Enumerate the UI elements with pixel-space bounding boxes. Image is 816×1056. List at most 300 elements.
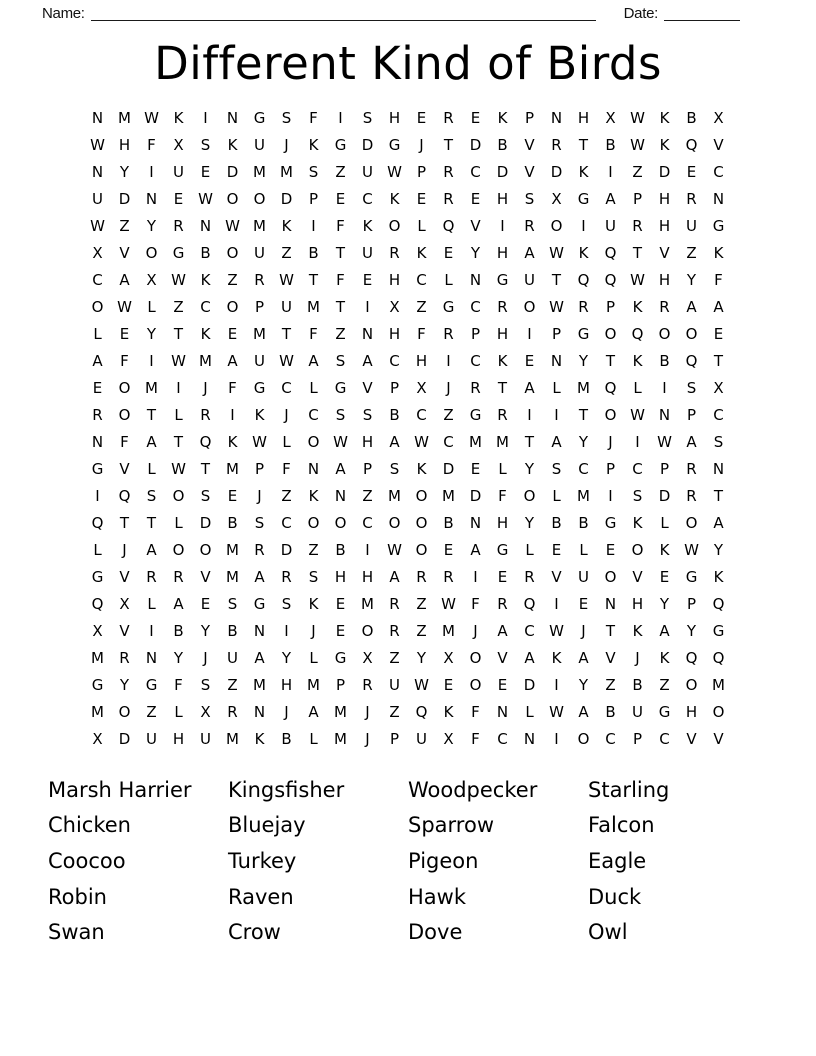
grid-cell: O — [334, 513, 347, 532]
grid-cell: N — [550, 351, 563, 370]
grid-cell: J — [581, 621, 586, 640]
grid-cell: Q — [415, 702, 428, 721]
grid-cell: B — [227, 621, 238, 640]
grid-cell: E — [362, 270, 373, 289]
grid-cell: P — [335, 675, 346, 694]
grid-cell: J — [284, 405, 289, 424]
grid-cell: E — [335, 594, 346, 613]
grid-cell: N — [91, 162, 104, 181]
grid-cell: A — [308, 702, 319, 721]
grid-cell: K — [227, 135, 238, 154]
grid-cell: E — [443, 540, 454, 559]
grid-cell: W — [171, 351, 186, 370]
word-list-item: Starling — [588, 777, 670, 802]
grid-cell: O — [91, 297, 104, 316]
grid-cell: S — [362, 108, 373, 127]
grid-cell: I — [446, 351, 451, 370]
grid-cell: C — [578, 459, 589, 478]
grid-cell: M — [91, 702, 104, 721]
worksheet-header — [0, 0, 816, 22]
word-list-item: Swan — [48, 920, 105, 945]
grid-cell: L — [525, 540, 534, 559]
word-list-item: Marsh Harrier — [48, 777, 192, 802]
grid-cell: U — [254, 243, 265, 262]
grid-cell: I — [95, 486, 100, 505]
grid-cell: S — [254, 513, 265, 532]
grid-cell: J — [203, 648, 208, 667]
grid-cell: N — [658, 405, 671, 424]
grid-cell: A — [389, 567, 400, 586]
grid-cell: U — [416, 729, 427, 748]
grid-cell: Y — [686, 621, 697, 640]
grid-cell: U — [524, 270, 535, 289]
grid-cell: K — [200, 270, 211, 289]
grid-cell: D — [523, 675, 536, 694]
grid-cell: O — [172, 540, 185, 559]
grid-cell: A — [524, 648, 535, 667]
grid-cell: H — [361, 567, 374, 586]
grid-cell: T — [605, 621, 616, 640]
grid-cell: K — [443, 702, 454, 721]
grid-cell: L — [174, 702, 183, 721]
grid-cell: K — [713, 243, 724, 262]
grid-cell: L — [93, 324, 102, 343]
word-list-item: Bluejay — [228, 813, 306, 838]
grid-cell: U — [578, 567, 589, 586]
grid-cell: F — [309, 324, 318, 343]
grid-cell: O — [145, 243, 158, 262]
grid-cell: F — [120, 432, 129, 451]
grid-cell: R — [632, 216, 643, 235]
grid-cell: G — [577, 189, 590, 208]
grid-cell: Z — [416, 621, 427, 640]
grid-cell: M — [577, 486, 590, 505]
grid-cell: Q — [685, 135, 698, 154]
grid-cell: O — [388, 513, 401, 532]
grid-cell: P — [551, 324, 562, 343]
grid-cell: R — [173, 216, 184, 235]
grid-cell: O — [388, 216, 401, 235]
grid-cell: Z — [686, 243, 697, 262]
grid-cell: A — [524, 243, 535, 262]
grid-cell: R — [389, 594, 400, 613]
grid-cell: D — [469, 486, 482, 505]
grid-cell: C — [200, 297, 211, 316]
grid-cell: D — [226, 162, 239, 181]
grid-cell: Y — [686, 270, 697, 289]
grid-cell: G — [712, 621, 725, 640]
grid-cell: O — [307, 513, 320, 532]
grid-cell: N — [91, 108, 104, 127]
grid-cell: S — [200, 135, 211, 154]
grid-cell: Q — [577, 270, 590, 289]
grid-cell: S — [524, 189, 535, 208]
word-list-item: Raven — [228, 884, 294, 909]
grid-cell: T — [119, 513, 130, 532]
date-blank-line[interactable] — [664, 6, 740, 21]
grid-cell: W — [387, 540, 402, 559]
grid-cell: A — [470, 540, 481, 559]
grid-cell: O — [469, 675, 482, 694]
grid-cell: G — [388, 135, 401, 154]
grid-cell: C — [389, 351, 400, 370]
grid-cell: Z — [443, 405, 454, 424]
grid-cell: T — [173, 324, 184, 343]
grid-cell: T — [146, 405, 157, 424]
grid-cell: X — [146, 270, 157, 289]
grid-cell: K — [497, 108, 508, 127]
grid-cell: H — [415, 351, 428, 370]
grid-cell: F — [336, 270, 345, 289]
grid-cell: D — [658, 162, 671, 181]
grid-cell: H — [388, 108, 401, 127]
grid-cell: X — [443, 648, 454, 667]
grid-cell: N — [91, 432, 104, 451]
grid-cell: T — [200, 459, 211, 478]
grid-cell: A — [308, 351, 319, 370]
grid-cell: I — [149, 351, 154, 370]
grid-cell: H — [334, 567, 347, 586]
grid-cell: M — [226, 459, 239, 478]
grid-cell: H — [685, 702, 698, 721]
grid-cell: K — [632, 297, 643, 316]
grid-cell: W — [630, 270, 645, 289]
grid-cell: J — [365, 729, 370, 748]
grid-cell: E — [443, 675, 454, 694]
word-list-item: Crow — [228, 920, 281, 945]
grid-cell: K — [281, 216, 292, 235]
grid-cell: P — [308, 189, 319, 208]
grid-cell: B — [335, 540, 346, 559]
grid-cell: O — [118, 702, 131, 721]
grid-cell: L — [174, 405, 183, 424]
grid-cell: J — [122, 540, 127, 559]
grid-cell: R — [416, 567, 427, 586]
grid-cell: C — [470, 297, 481, 316]
grid-cell: O — [199, 540, 212, 559]
grid-cell: A — [92, 351, 103, 370]
grid-cell: S — [146, 486, 157, 505]
grid-cell: S — [200, 675, 211, 694]
grid-cell: L — [309, 648, 318, 667]
grid-cell: U — [362, 243, 373, 262]
grid-cell: O — [415, 540, 428, 559]
grid-cell: Q — [523, 594, 536, 613]
grid-cell: P — [605, 459, 616, 478]
grid-cell: W — [252, 432, 267, 451]
grid-cell: W — [441, 594, 456, 613]
grid-cell: O — [604, 405, 617, 424]
grid-cell: P — [389, 378, 400, 397]
grid-cell: O — [550, 216, 563, 235]
grid-cell: L — [552, 486, 561, 505]
grid-cell: Y — [524, 459, 535, 478]
grid-cell: A — [686, 432, 697, 451]
grid-cell: I — [608, 162, 613, 181]
grid-cell: M — [145, 378, 158, 397]
name-blank-line[interactable] — [91, 6, 596, 21]
grid-cell: U — [254, 135, 265, 154]
grid-cell: U — [281, 297, 292, 316]
grid-cell: A — [686, 297, 697, 316]
grid-cell: N — [145, 648, 158, 667]
grid-cell: S — [389, 459, 400, 478]
grid-cell: S — [281, 108, 292, 127]
grid-cell: G — [442, 297, 455, 316]
grid-cell: W — [333, 432, 348, 451]
grid-cell: G — [685, 567, 698, 586]
grid-cell: H — [172, 729, 185, 748]
grid-cell: X — [173, 135, 184, 154]
grid-cell: O — [604, 324, 617, 343]
grid-cell: U — [92, 189, 103, 208]
grid-cell: U — [173, 162, 184, 181]
grid-cell: O — [469, 648, 482, 667]
grid-cell: Y — [578, 351, 589, 370]
grid-cell: O — [604, 567, 617, 586]
grid-cell: R — [551, 135, 562, 154]
grid-cell: H — [658, 189, 671, 208]
grid-cell: T — [146, 513, 157, 532]
grid-cell: F — [714, 270, 723, 289]
grid-cell: V — [551, 567, 562, 586]
grid-cell: E — [200, 594, 211, 613]
grid-cell: O — [118, 405, 131, 424]
grid-cell: E — [92, 378, 103, 397]
grid-cell: A — [713, 297, 724, 316]
grid-cell: R — [119, 648, 130, 667]
grid-cell: T — [713, 351, 724, 370]
grid-cell: G — [334, 135, 347, 154]
grid-cell: R — [686, 459, 697, 478]
grid-cell: C — [92, 270, 103, 289]
grid-cell: E — [659, 567, 670, 586]
grid-cell: R — [524, 567, 535, 586]
grid-cell: M — [253, 162, 266, 181]
grid-cell: W — [90, 216, 105, 235]
grid-cell: E — [578, 594, 589, 613]
grid-cell: K — [362, 216, 373, 235]
grid-cell: G — [91, 675, 104, 694]
grid-cell: O — [658, 324, 671, 343]
grid-cell: G — [253, 378, 266, 397]
grid-cell: K — [389, 189, 400, 208]
grid-cell: W — [117, 297, 132, 316]
grid-cell: N — [712, 189, 725, 208]
word-list-item: Turkey — [228, 848, 297, 873]
grid-cell: H — [496, 189, 509, 208]
grid-cell: M — [388, 486, 401, 505]
grid-cell: B — [308, 243, 319, 262]
grid-cell: P — [686, 594, 697, 613]
grid-cell: U — [389, 675, 400, 694]
grid-cell: E — [470, 108, 481, 127]
grid-cell: F — [309, 108, 318, 127]
grid-cell: Y — [578, 432, 589, 451]
grid-cell: T — [578, 405, 589, 424]
grid-cell: M — [496, 432, 509, 451]
grid-cell: Y — [281, 648, 292, 667]
grid-cell: O — [118, 378, 131, 397]
word-list-item: Dove — [408, 920, 463, 945]
grid-cell: P — [362, 459, 373, 478]
grid-cell: T — [443, 135, 454, 154]
grid-cell: L — [147, 297, 156, 316]
grid-cell: I — [554, 729, 559, 748]
grid-cell: F — [471, 702, 480, 721]
grid-cell: G — [91, 567, 104, 586]
grid-cell: Z — [632, 162, 643, 181]
grid-cell: R — [443, 567, 454, 586]
grid-cell: S — [551, 459, 562, 478]
grid-cell: P — [254, 459, 265, 478]
grid-cell: K — [632, 621, 643, 640]
grid-cell: O — [226, 189, 239, 208]
grid-cell: N — [145, 189, 158, 208]
grid-cell: R — [92, 405, 103, 424]
grid-cell: O — [685, 675, 698, 694]
grid-cell: H — [658, 216, 671, 235]
grid-cell: Y — [659, 594, 670, 613]
grid-cell: Z — [281, 486, 292, 505]
grid-cell: Q — [118, 486, 131, 505]
grid-cell: Q — [685, 351, 698, 370]
grid-cell: O — [415, 486, 428, 505]
grid-cell: V — [713, 135, 724, 154]
grid-cell: M — [334, 702, 347, 721]
grid-cell: T — [524, 432, 535, 451]
grid-cell: M — [199, 351, 212, 370]
grid-cell: U — [632, 702, 643, 721]
grid-cell: Y — [146, 324, 157, 343]
word-list-item: Hawk — [408, 884, 466, 909]
grid-cell: S — [632, 486, 643, 505]
grid-cell: V — [119, 243, 130, 262]
grid-cell: F — [498, 486, 507, 505]
grid-cell: T — [497, 378, 508, 397]
grid-cell: X — [119, 594, 130, 613]
grid-cell: R — [389, 621, 400, 640]
grid-cell: G — [172, 243, 185, 262]
grid-cell: A — [119, 270, 130, 289]
grid-cell: X — [92, 243, 103, 262]
grid-cell: E — [416, 108, 427, 127]
grid-cell: P — [605, 297, 616, 316]
grid-cell: Y — [146, 216, 157, 235]
grid-cell: R — [389, 243, 400, 262]
grid-cell: R — [497, 297, 508, 316]
grid-cell: B — [659, 351, 670, 370]
grid-cell: Y — [200, 621, 211, 640]
grid-cell: D — [442, 459, 455, 478]
grid-cell: L — [633, 378, 642, 397]
grid-cell: P — [524, 108, 535, 127]
grid-cell: D — [550, 162, 563, 181]
grid-cell: K — [578, 243, 589, 262]
grid-cell: L — [417, 216, 426, 235]
grid-cell: C — [524, 621, 535, 640]
grid-cell: M — [712, 675, 725, 694]
grid-cell: K — [551, 648, 562, 667]
grid-cell: L — [525, 702, 534, 721]
grid-cell: D — [118, 189, 131, 208]
grid-cell: N — [496, 702, 509, 721]
grid-cell: Y — [173, 648, 184, 667]
grid-cell: I — [284, 621, 289, 640]
grid-cell: W — [684, 540, 699, 559]
grid-cell: D — [361, 135, 374, 154]
grid-cell: J — [257, 486, 262, 505]
grid-cell: F — [336, 216, 345, 235]
grid-cell: V — [119, 621, 130, 640]
grid-cell: O — [577, 729, 590, 748]
grid-cell: O — [226, 243, 239, 262]
grid-cell: J — [365, 702, 370, 721]
grid-cell: C — [281, 513, 292, 532]
grid-cell: J — [311, 621, 316, 640]
grid-cell: P — [254, 297, 265, 316]
grid-cell: E — [524, 351, 535, 370]
grid-cell: H — [496, 513, 509, 532]
grid-cell: K — [308, 486, 319, 505]
word-list-item: Duck — [588, 884, 642, 909]
grid-cell: R — [443, 189, 454, 208]
grid-cell: V — [659, 243, 670, 262]
grid-cell: W — [171, 270, 186, 289]
grid-cell: E — [335, 621, 346, 640]
grid-cell: W — [657, 432, 672, 451]
grid-cell: I — [554, 675, 559, 694]
grid-cell: O — [685, 324, 698, 343]
grid-cell: C — [605, 729, 616, 748]
grid-cell: M — [307, 297, 320, 316]
grid-cell: E — [227, 324, 238, 343]
grid-cell: T — [578, 135, 589, 154]
grid-cell: I — [311, 216, 316, 235]
grid-cell: X — [605, 108, 616, 127]
grid-cell: D — [280, 189, 293, 208]
grid-cell: R — [254, 540, 265, 559]
grid-cell: O — [253, 189, 266, 208]
name-label: Name: — [42, 5, 85, 22]
grid-cell: L — [309, 729, 318, 748]
grid-cell: E — [227, 486, 238, 505]
grid-cell: N — [199, 216, 212, 235]
grid-cell: K — [632, 513, 643, 532]
grid-cell: M — [469, 432, 482, 451]
grid-cell: L — [282, 432, 291, 451]
grid-cell: W — [198, 189, 213, 208]
grid-cell: K — [308, 135, 319, 154]
grid-cell: N — [334, 486, 347, 505]
grid-cell: W — [549, 702, 564, 721]
grid-cell: W — [630, 108, 645, 127]
grid-cell: P — [659, 459, 670, 478]
grid-cell: A — [254, 648, 265, 667]
grid-cell: Z — [335, 162, 346, 181]
grid-cell: R — [443, 108, 454, 127]
grid-cell: O — [685, 513, 698, 532]
grid-cell: N — [226, 108, 239, 127]
grid-cell: V — [119, 567, 130, 586]
grid-cell: Z — [362, 486, 373, 505]
grid-cell: J — [284, 135, 289, 154]
grid-cell: D — [199, 513, 212, 532]
grid-cell: C — [470, 351, 481, 370]
grid-cell: M — [442, 486, 455, 505]
grid-cell: I — [230, 405, 235, 424]
grid-cell: K — [659, 540, 670, 559]
